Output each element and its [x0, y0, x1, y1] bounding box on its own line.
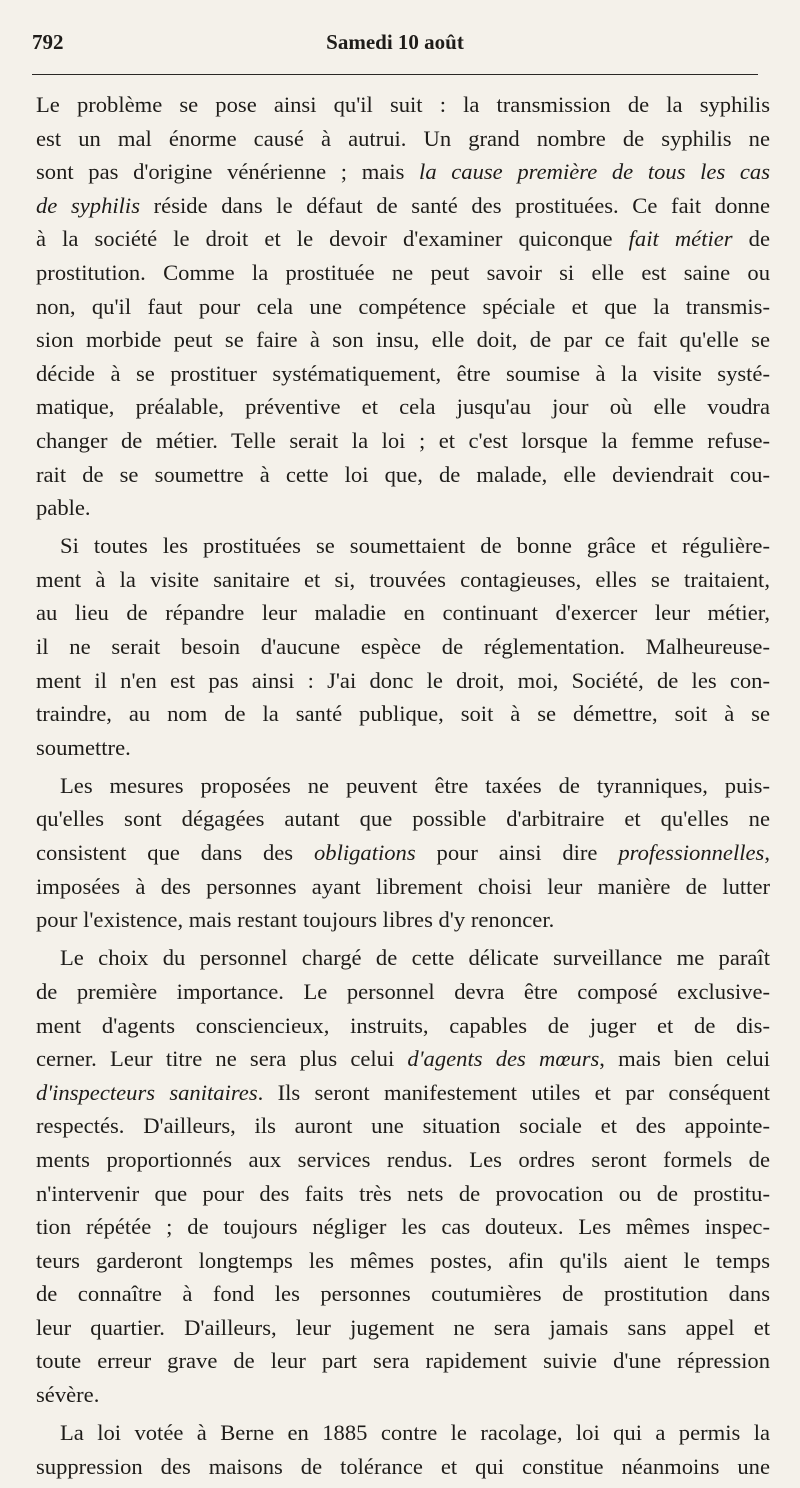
text-line	[36, 1143, 770, 1177]
text-line	[36, 1416, 770, 1450]
text-segment: imposées à des personnes ayant librement choisi leur manière de lutter	[36, 873, 770, 899]
text-line	[36, 390, 770, 424]
text-segment: La loi votée à Berne en 1885 contre le racolage, loi qui a permis la	[60, 1420, 770, 1446]
text-line	[36, 323, 770, 357]
text-segment: Le problème se pose ainsi qu'il suit : la transmission de la syphilis	[36, 92, 770, 117]
paragraph	[36, 941, 770, 1411]
text-segment: suppression des maisons de tolérance et qui constitue néanmoins une	[36, 1453, 770, 1479]
text-line	[36, 1076, 770, 1110]
text-line	[36, 870, 770, 904]
text-line	[36, 222, 770, 256]
italic-text: de syphilis	[36, 192, 141, 218]
text-segment: leur quartier. D'ailleurs, leur jugement ne sera jamais sans appel et	[36, 1314, 770, 1340]
text-line	[36, 630, 770, 664]
page-number: 792	[32, 30, 64, 54]
text-segment: sont pas d'origine vénérienne ; mais	[36, 159, 420, 185]
text-segment: Le choix du personnel chargé de cette délicate surveillance me paraît	[60, 945, 770, 971]
text-segment: n'intervenir que pour des faits très nets de provocation ou de prostitu-	[36, 1180, 770, 1206]
text-segment: Si toutes les prostituées se soumettaient de bonne grâce et régulière-	[60, 533, 770, 559]
text-segment: non, qu'il faut pour cela une compétence spéciale et que la transmis-	[36, 293, 770, 319]
text-segment: cerner. Leur titre ne sera plus celui	[36, 1046, 408, 1072]
text-line	[36, 122, 770, 156]
text-line	[36, 357, 770, 391]
text-segment: qu'elles sont dégagées autant que possible d'arbitraire et qu'elles ne	[36, 806, 770, 832]
text-line	[36, 836, 770, 870]
text-segment: teurs garderont longtemps les mêmes postes, afin qu'ils aient le temps	[36, 1247, 770, 1273]
italic-text: obligations	[313, 840, 416, 866]
text-segment: tion répétée ; de toujours négliger les cas douteux. Les mêmes inspec-	[36, 1214, 770, 1240]
text-line	[36, 1244, 770, 1278]
text-line	[36, 1177, 770, 1211]
paragraph	[36, 88, 770, 525]
text-segment: sévère.	[36, 1382, 100, 1408]
text-segment: à la société le droit et le devoir d'examiner quiconque	[36, 226, 629, 252]
text-line	[36, 1378, 770, 1412]
text-segment: décide à se prostituer systématiquement, être soumise à la visite systé-	[36, 360, 770, 386]
italic-text: d'agents des mœurs	[407, 1046, 600, 1072]
text-segment: soumettre.	[36, 734, 131, 760]
text-segment: ments proportionnés aux services rendus. Les ordres seront formels de	[36, 1146, 770, 1172]
text-line	[36, 731, 770, 765]
header-rule	[32, 74, 758, 75]
text-line	[36, 975, 770, 1009]
text-segment: pour l'existence, mais restant toujours libres d'y renoncer.	[36, 907, 555, 933]
text-line	[36, 1042, 770, 1076]
text-line	[36, 1311, 770, 1345]
italic-text: d'inspecteurs sanitaires	[36, 1079, 258, 1105]
text-line	[36, 529, 770, 563]
text-segment: matique, préalable, préventive et cela jusqu'au jour où elle voudra	[36, 394, 770, 420]
text-segment: , mais bien celui	[599, 1046, 770, 1072]
running-title: Samedi 10 août	[326, 30, 464, 54]
text-line	[36, 941, 770, 975]
text-segment: traindre, au nom de la santé publique, soit à se démettre, soit à se	[36, 701, 770, 727]
text-line	[36, 458, 770, 492]
text-segment: pable.	[36, 495, 91, 521]
italic-text: la cause première de tous les cas	[419, 159, 770, 185]
text-segment: réside dans le défaut de santé des prostituées. Ce fait donne	[140, 192, 771, 218]
text-segment: consistent que dans des	[36, 840, 314, 866]
text-line	[36, 491, 770, 525]
text-line	[36, 155, 770, 189]
text-line	[36, 424, 770, 458]
text-line	[36, 189, 770, 223]
text-line	[36, 1109, 770, 1143]
text-line	[36, 664, 770, 698]
text-line	[36, 563, 770, 597]
text-segment: changer de métier. Telle serait la loi ; et c'est lorsque la femme refuse-	[36, 427, 770, 453]
paragraph	[36, 769, 770, 937]
italic-text: professionnelles	[618, 840, 765, 866]
text-line	[36, 697, 770, 731]
text-segment: de première importance. Le personnel devra être composé exclusive-	[36, 978, 770, 1004]
text-segment: pour ainsi dire	[415, 840, 619, 866]
text-line	[36, 88, 770, 122]
paragraph	[36, 529, 770, 764]
text-segment: ment il n'en est pas ainsi : J'ai donc le droit, moi, Société, de les con-	[36, 667, 770, 693]
text-segment: de connaître à fond les personnes coutumières de prostitution dans	[36, 1281, 770, 1307]
text-line	[36, 256, 770, 290]
body-text	[36, 88, 770, 1488]
text-line	[36, 290, 770, 324]
text-segment: respectés. D'ailleurs, ils auront une situation sociale et des appointe-	[36, 1113, 770, 1139]
text-line	[36, 1450, 770, 1484]
text-line	[36, 802, 770, 836]
text-line	[36, 1344, 770, 1378]
text-line	[36, 1009, 770, 1043]
text-line	[36, 596, 770, 630]
italic-text: fait métier	[628, 226, 733, 252]
text-line	[36, 1277, 770, 1311]
text-segment: Les mesures proposées ne peuvent être taxées de tyranniques, puis-	[60, 772, 770, 798]
text-segment: ment d'agents consciencieux, instruits, capables de juger et de dis-	[36, 1012, 770, 1038]
text-segment: est un mal énorme causé à autrui. Un grand nombre de syphilis ne	[36, 125, 770, 151]
text-segment: sion morbide peut se faire à son insu, elle doit, de par ce fait qu'elle se	[36, 327, 770, 353]
text-segment: toute erreur grave de leur part sera rapidement suivie d'une répression	[36, 1348, 770, 1374]
text-segment: . Ils seront manifestement utiles et par conséquent	[257, 1079, 770, 1105]
text-segment: prostitution. Comme la prostituée ne peut savoir si elle est saine ou	[36, 259, 770, 285]
page-header	[32, 30, 758, 60]
text-line	[36, 903, 770, 937]
text-segment: il ne serait besoin d'aucune espèce de réglementation. Malheureuse-	[36, 634, 770, 659]
text-segment: rait de se soumettre à cette loi que, de malade, elle deviendrait cou-	[36, 461, 770, 487]
paragraph	[36, 1416, 770, 1483]
text-segment: de	[732, 226, 770, 252]
text-line	[36, 1210, 770, 1244]
text-segment: au lieu de répandre leur maladie en continuant d'exercer leur métier,	[36, 600, 770, 626]
text-segment: ,	[764, 840, 770, 866]
text-line	[36, 769, 770, 803]
text-segment: ment à la visite sanitaire et si, trouvées contagieuses, elles se traitaient,	[36, 566, 770, 592]
